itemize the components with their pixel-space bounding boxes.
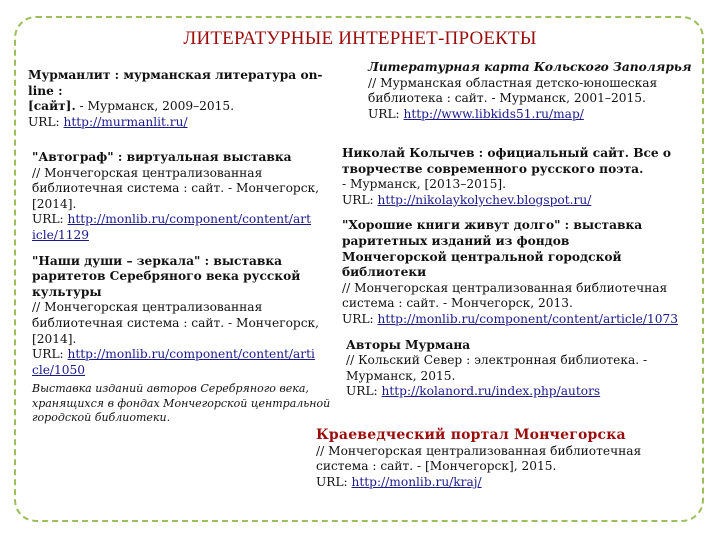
entry-description: [2014]. bbox=[32, 196, 77, 211]
entry-description: // Мончегорская централизованная bbox=[32, 300, 263, 315]
entry-title: "Хорошие книги живут долго" : выставка bbox=[342, 218, 643, 233]
entry-description: библиотека : сайт. - Мурманск, 2001–2015. bbox=[368, 91, 646, 106]
entry-description: // Мончегорская централизованная библиотечная bbox=[342, 280, 668, 295]
entry-description: библиотечная система : сайт. - Мончегорск, bbox=[32, 181, 320, 196]
entry-url-line: URL: http://kolanord.ru/index.php/autors bbox=[346, 384, 601, 399]
entry-title: Краеведческий портал Мончегорска bbox=[316, 427, 626, 443]
entry-title: Литературная карта Кольского Заполярья bbox=[368, 60, 692, 74]
url-link[interactable]: http://monlib.ru/component/content/arti bbox=[67, 347, 315, 362]
left-column-entries bbox=[32, 150, 342, 426]
entry-portal bbox=[316, 428, 701, 490]
entry-title: культуры bbox=[32, 284, 102, 299]
url-link[interactable]: http://monlib.ru/component/content/article/1073 bbox=[377, 311, 678, 326]
entry-title: line : bbox=[28, 83, 63, 98]
entry-description: // Мончегорская централизованная библиотечная bbox=[316, 443, 642, 458]
exhibit-caption: городской библиотеки. bbox=[32, 411, 171, 425]
right-column-entries bbox=[342, 146, 702, 400]
entry-description: - Мурманск, [2013–2015]. bbox=[342, 177, 507, 192]
url-link[interactable]: http://monlib.ru/kraj/ bbox=[351, 474, 482, 489]
entry-title: Николай Колычев : официальный сайт. Все о bbox=[342, 146, 672, 160]
entry-description: // Мурманская областная детско-юношеская bbox=[368, 75, 658, 90]
entry-title: Мончегорской центральной городской bbox=[342, 249, 622, 264]
url-link[interactable]: icle/1129 bbox=[32, 227, 89, 242]
entry-description: [2014]. bbox=[32, 331, 77, 346]
url-link[interactable]: cle/1050 bbox=[32, 362, 86, 377]
exhibit-caption: хранящихся в фондах Мончегорской центральной bbox=[32, 396, 331, 410]
entry-url-line bbox=[32, 228, 342, 244]
entry-url-line: URL: http://monlib.ru/component/content/art bbox=[32, 212, 312, 227]
entry-description: система : сайт. - [Мончегорск], 2015. bbox=[316, 459, 557, 474]
entry-karta bbox=[368, 60, 698, 122]
entry-title: "Автограф" : виртуальная выставка bbox=[32, 150, 292, 164]
page-title: ЛИТЕРАТУРНЫЕ ИНТЕРНЕТ-ПРОЕКТЫ bbox=[183, 28, 537, 49]
entry-description: Мурманск, 2015. bbox=[346, 368, 456, 383]
entry-description: система : сайт. - Мончегорск, 2013. bbox=[342, 296, 573, 311]
url-link[interactable]: http://monlib.ru/component/content/art bbox=[67, 212, 312, 227]
entry-url-line: URL: http://monlib.ru/component/content/arti bbox=[32, 347, 315, 362]
url-link[interactable]: http://kolanord.ru/index.php/autors bbox=[381, 384, 601, 399]
entry-description: библиотечная система : сайт. - Мончегорск, bbox=[32, 315, 320, 330]
entry-title: Авторы Мурмана bbox=[346, 337, 471, 352]
entry-url-line: URL: http://monlib.ru/component/content/article/1073 bbox=[342, 311, 678, 326]
url-link[interactable]: http://murmanlit.ru/ bbox=[63, 114, 188, 129]
entry-title: Мурманлит : мурманская литература on- bbox=[28, 68, 323, 82]
entry-description: [сайт]. - Мурманск, 2009–2015. bbox=[28, 99, 235, 114]
entry-title: раритетных изданий из фондов bbox=[342, 233, 570, 248]
entry-description: // Кольский Север : электронная библиотека. - bbox=[346, 353, 648, 368]
entry-description: // Мончегорская централизованная bbox=[32, 165, 263, 180]
entry-url-line: URL: http://monlib.ru/kraj/ bbox=[316, 474, 482, 489]
entry-title: библиотеки bbox=[342, 265, 427, 280]
entry-url-line: URL: http://murmanlit.ru/ bbox=[28, 114, 188, 129]
entry-url-line: URL: http://www.libkids51.ru/map/ bbox=[368, 106, 584, 121]
entry-url-line bbox=[32, 363, 342, 379]
url-link[interactable]: http://www.libkids51.ru/map/ bbox=[403, 106, 584, 121]
entry-title: "Наши души – зеркала" : выставка bbox=[32, 253, 283, 268]
entry-url-line: URL: http://nikolaykolychev.blogspot.ru/ bbox=[342, 192, 592, 207]
exhibit-caption: Выставка изданий авторов Серебряного века, bbox=[32, 382, 309, 396]
entry-title: раритетов Серебряного века русской bbox=[32, 269, 301, 284]
entry-murmanlit bbox=[28, 68, 348, 130]
url-link[interactable]: http://nikolaykolychev.blogspot.ru/ bbox=[377, 192, 592, 207]
entry-title: творчестве современного русского поэта. bbox=[342, 161, 644, 176]
